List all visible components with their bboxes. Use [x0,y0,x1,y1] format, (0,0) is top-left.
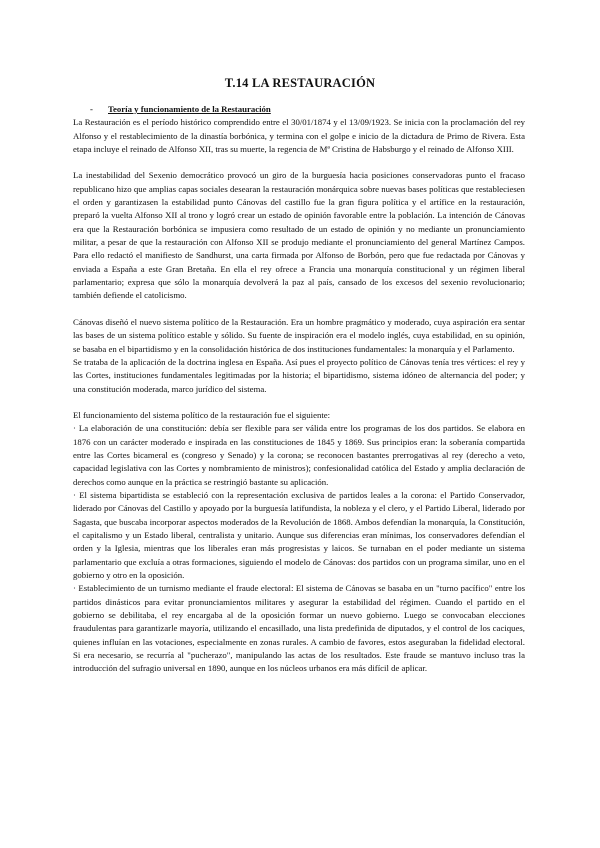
list-item-constitucion: · La elaboración de una constitución: debía ser flexible para ser válida entre los programas de los dos partidos. Se elabora en 1876 con un carácter moderado e inspirada en las constituciones de 1845 y 1869. Sus principios eran: la soberanía compartida entre las Cortes bicameral es (congreso y Senado) y la corona; se reconocen bastantes prerrogativas al rey (derecho a veto, capacidad legislativa con las Cortes y nombramiento de ministros); confesionalidad católica del Estado y amplia declaración de derechos como aunque en la práctica se restringió bastante su aplicación. [73,423,525,487]
paragraph-gap [73,396,525,409]
section-heading [90,103,525,116]
section-bullet: - [90,104,93,114]
list-item-turnismo: · Establecimiento de un turnismo mediante el fraude electoral: El sistema de Cánovas se basaba en un "turno pacífico" entre los partidos dinásticos para evitar pronunciamientos militares y asegurar la estabilidad del régimen. Cuando el partido en el gobierno se debilitaba, el rey encargaba al de la oposición formar un nuevo gobierno. Luego se convocaban elecciones fraudulentas para garantizarle mayoría, utilizando el encasillado, una lista predefinida de diputados, y el control de los caciques, quienes influían en las votaciones, especialmente en zonas rurales. A cambio de favores, estos aseguraban la fidelidad electoral. Si era necesario, se recurría al "pucherazo", manipulando las actas de los resultados. Este fraude se mantuvo incluso tras la introducción del sufragio universal en 1890, aunque en los núcleos urbanos era más difícil de aplicar. [73,583,525,674]
paragraph-sexenio: La inestabilidad del Sexenio democrático provocó un giro de la burguesía hacia posiciones conservadoras punto el fracaso republicano hizo que amplias capas sociales desearan la restauración monárquica sobre nuevas bases políticas que restableciesen el orden y garantizasen la estabilidad punto Cánovas del castillo fue la gran figura política y el artífice en la restauración, preparó la vuelta Alfonso XII al trono y logró crear un estado de opinión favorable entre la población. La intención de Cánovas era que la Restauración borbónica se impusiera como resultado de un estado de opinión y no mediante un pronunciamiento militar, a pesar de que la restauración con Alfonso XII se produjo mediante el pronunciamiento del general Martínez Campos. Para ello redactó el manifiesto de Sandhurst, una carta firmada por Alfonso de Borbón, pero que fue redactada por Cánovas y enviada a España a este Gran Bretaña. En ella el rey ofrece a Francia una monarquía constitucional y un régimen liberal parlamentario; expresa que sólo la monarquía devolverá la paz al país, cansado de los excesos del sexenio revolucionario; también defiende el catolicismo. [73,170,525,301]
paragraph-canovas: Cánovas diseñó el nuevo sistema político de la Restauración. Era un hombre pragmático y moderado, cuya aspiración era sentar las bases de un sistema político estable y sólido. Su fuente de inspiración era el modelo inglés, cuya estabilidad, en su opinión, se basaba en el bipartidismo y en la consolidación histórica de dos instituciones fundamentales: la monarquía y el Parlamento. [73,316,525,354]
paragraph-funcionamiento: El funcionamiento del sistema político de la restauración fue el siguiente: [73,409,331,420]
paragraph-intro: La Restauración es el período histórico comprendido entre el 30/01/1874 y el 13/09/1923. Se inicia con la proclamación del rey Alfonso y el restablecimiento de la dinastía borbónica, y termina con el golpe e inicio de la dictadura de Primo de Rivera. Esta etapa incluye el reinado de Alfonso XII, tras su muerte, la regencia de Mª Cristina de Habsburgo y el reinado de Alfonso XIII. [73,117,525,155]
paragraph-gap [73,156,525,169]
list-item-bipartidismo: · El sistema bipartidista se estableció con la representación exclusiva de partidos leales a la corona: el Partido Conservador, liderado por Cánovas del Castillo y apoyado por la burguesía latifundista, la nobleza y el clero, y el Partido Liberal, liderado por Sagasta, que buscaba incorporar aspectos moderados de la Revolución de 1868. Ambos defendían la monarquía, la Constitución, el capitalismo y un Estado liberal, centralista y unitario. Aunque sus diferencias eran mínimas, los conservadores defendían el orden y la Iglesia, mientras que los liberales eran más progresistas y laicos. Se turnaban en el poder mediante un sistema parlamentario que excluía a otras formaciones, siguiendo el modelo de Cánovas: dos partidos con un programa similar, uno en el gobierno y otro en la oposición. [73,489,525,580]
paragraph-gap [73,303,525,316]
document-body [73,103,525,676]
paragraph-doctrina: Se trataba de la aplicación de la doctrina inglesa en España. Así pues el proyecto político de Cánovas tenía tres vértices: el rey y las Cortes, instituciones fundamentales legitimadas por la historia; el bipartidismo, sistema idóneo de alternancia del poder; y una constitución moderada, marco jurídico del sistema. [73,356,525,394]
section-heading-text: Teoría y funcionamiento de la Restauración [108,104,271,114]
document-title: T.14 LA RESTAURACIÓN [224,76,376,90]
